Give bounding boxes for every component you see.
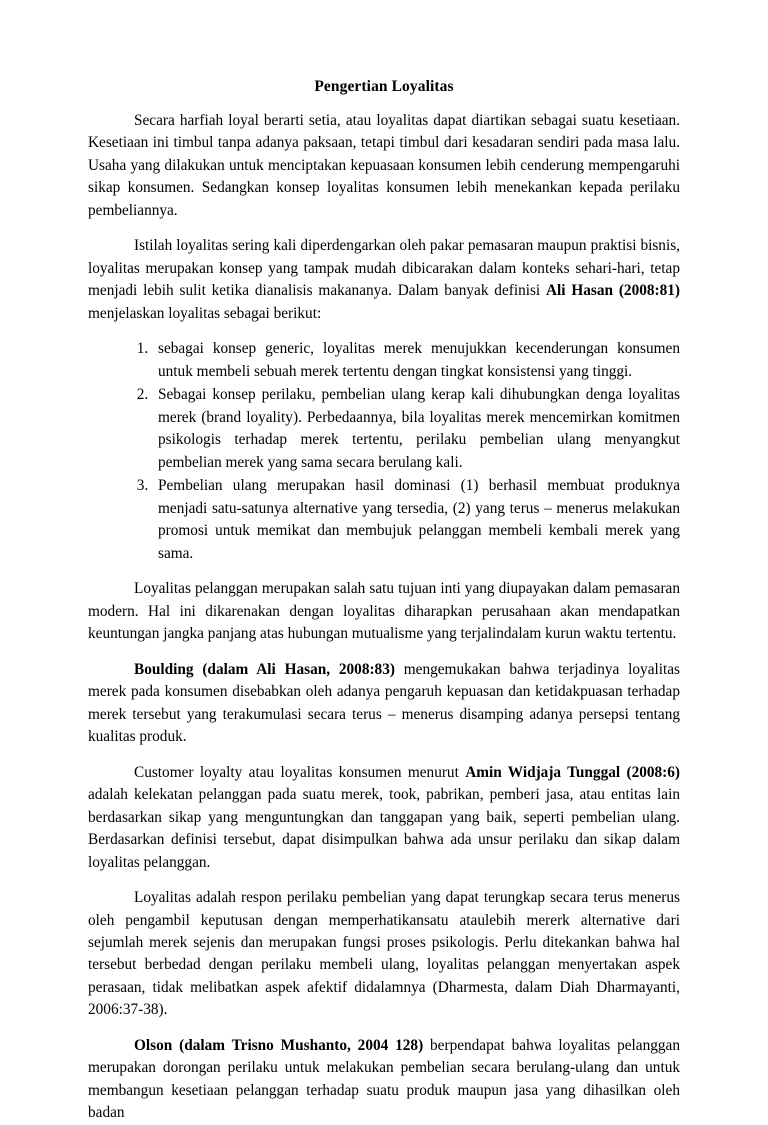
paragraph: Boulding (dalam Ali Hasan, 2008:83) mengemukakan bahwa terjadinya loyalitas merek pada konsumen disebabkan oleh adanya pengaruh kepuasan dan ketidakpuasan terhadap merek tersebut yang terakumulasi secara terus – menerus disamping adanya persepsi tentang kualitas produk. [88, 660, 680, 746]
paragraph: Olson (dalam Trisno Mushanto, 2004 128) berpendapat bahwa loyalitas pelanggan merupakan dorongan perilaku untuk melakukan pembelian secara berulang-ulang dan untuk membangun kesetiaan pelanggan terhadap suatu produk maupun jasa yang dihasilkan oleh badan [88, 1036, 680, 1122]
list-item: 3. Pembelian ulang merupakan hasil dominasi (1) berhasil membuat produknya menjadi satu-satunya alternative yang tersedia, (2) yang terus – menerus melakukan promosi untuk memikat dan membujuk pelanggan membeli kembali merek yang sama. [152, 475, 680, 565]
list-item: 1. sebagai konsep generic, loyalitas merek menujukkan kecenderungan konsumen untuk membeli sebuah merek tertentu dengan tingkat konsistensi yang tinggi. [152, 338, 680, 383]
numbered-list [88, 338, 680, 565]
paragraphs-before-list [88, 110, 680, 325]
paragraphs-after-list [88, 578, 680, 1125]
paragraph: Secara harfiah loyal berarti setia, atau loyalitas dapat diartikan sebagai suatu kesetiaan. Kesetiaan ini timbul tanpa adanya paksaan, tetapi timbul dari kesadaran sendiri pada masa lalu. Usaha yang dilakukan untuk menciptakan kepuasaan konsumen lebih cenderung mempengaruhi sikap konsumen. Sedangkan konsep loyalitas konsumen lebih menekankan kepada perilaku pembeliannya. [88, 112, 680, 219]
paragraph: Loyalitas pelanggan merupakan salah satu tujuan inti yang diupayakan dalam pemasaran modern. Hal ini dikarenakan dengan loyalitas diharapkan perusahaan akan mendapatkan keuntungan jangka panjang atas hubungan mutualisme yang terjalindalam kurun waktu tertentu. [88, 580, 680, 643]
paragraph: Loyalitas adalah respon perilaku pembelian yang dapat terungkap secara terus menerus oleh pengambil keputusan dengan memperhatikansatu ataulebih mererk alternative dari sejumlah merek sejenis dan merupakan fungsi proses psikologis. Perlu ditekankan bahwa hal tersebut berbedad dengan perilaku membeli ulang, loyalitas pelanggan menyertakan aspek perasaan, tidak melibatkan aspek afektif didalamnya (Dharmesta, dalam Diah Dharmayanti, 2006:37-38). [88, 889, 680, 1019]
paragraph: Customer loyalty atau loyalitas konsumen menurut Amin Widjaja Tunggal (2008:6) adalah kelekatan pelanggan pada suatu merek, took, pabrikan, pemberi jasa, atau entitas lain berdasarkan sikap yang menguntungkan dan tanggapan yang baik, seperti pembelian ulang. Berdasarkan definisi tersebut, dapat disimpulkan bahwa ada unsur perilaku dan sikap dalam loyalitas pelanggan. [88, 763, 680, 871]
paragraph: Istilah loyalitas sering kali diperdengarkan oleh pakar pemasaran maupun praktisi bisnis, loyalitas merupakan konsep yang tampak mudah dibicarakan dalam konteks sehari-hari, tetap menjadi lebih sulit ketika dianalisis makananya. Dalam banyak definisi Ali Hasan (2008:81) menjelaskan loyalitas sebagai berikut: [88, 237, 681, 322]
list-item: 2. Sebagai konsep perilaku, pembelian ulang kerap kali dihubungkan denga loyalitas merek (brand loyality). Perbedaannya, bila loyalitas merek mencemirkan komitmen psikologis terhadap merek tertentu, perilaku pembelian ulang menyangkut pembelian merek yang sama secara berulang kali. [152, 384, 680, 474]
page-title: Pengertian Loyalitas [314, 78, 454, 95]
